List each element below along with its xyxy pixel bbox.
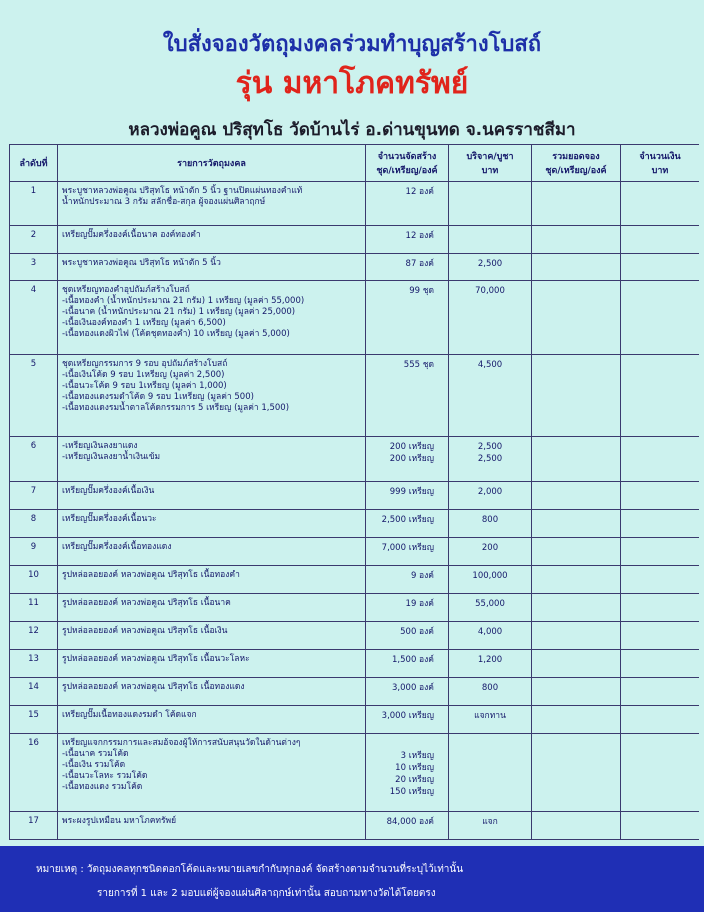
item-description — [58, 594, 366, 622]
amount-cell — [621, 281, 700, 355]
item-quantity-line: 84,000 องค์ — [386, 817, 434, 827]
item-donation-line: 2,000 — [477, 487, 503, 497]
item-donation-line: 1,200 — [477, 655, 503, 665]
amount-cell — [621, 812, 700, 840]
row-number — [10, 254, 58, 281]
row-number-line: 4 — [30, 285, 37, 295]
item-donation-line: 2,500 — [477, 442, 503, 452]
item-description-line: เหรียญแจกกรรมการและสมอ้จองผู้ให้การสนับสนุนวัดในด้านต่างๆ — [62, 738, 301, 748]
item-quantity — [366, 650, 449, 678]
item-donation — [449, 254, 532, 281]
edition-title: รุ่น มหาโภคทรัพย์ — [235, 66, 469, 101]
total-reserved-cell — [532, 281, 621, 355]
table-row — [10, 510, 700, 538]
item-description-line: -เนื้อนาค (น้ำหนักประมาณ 21 กรัม) 1 เหรียญ (มูลค่า 25,000) — [62, 307, 296, 317]
item-description-line: -เนื้อนาค รวมโค้ด — [62, 749, 129, 759]
header-label: บริจาค/บูชา — [466, 152, 514, 162]
row-number — [10, 678, 58, 706]
header-label: รายการวัตถุมงคล — [177, 159, 246, 169]
item-quantity-line: 12 องค์ — [405, 187, 434, 197]
row-number — [10, 594, 58, 622]
item-description-line: น้ำหนักประมาณ 3 กรัม สลักชื่อ-สกุล ผู้จองแผ่นศิลาฤกษ์ — [62, 197, 266, 207]
item-donation — [449, 226, 532, 254]
item-description — [58, 355, 366, 437]
row-number — [10, 538, 58, 566]
item-donation — [449, 355, 532, 437]
item-quantity-line: 150 เหรียญ — [389, 787, 434, 797]
total-reserved-cell — [532, 622, 621, 650]
total-reserved-cell — [532, 355, 621, 437]
table-row — [10, 182, 700, 226]
row-number-line: 1 — [30, 186, 37, 196]
table-row — [10, 622, 700, 650]
order-table-container — [9, 144, 699, 844]
table-row — [10, 226, 700, 254]
item-quantity-line: 99 ชุด — [409, 286, 434, 296]
header-donation — [449, 145, 532, 182]
item-description — [58, 437, 366, 482]
item-description-line: -เนื้อนวะโลหะ รวมโค้ด — [62, 771, 148, 781]
item-description — [58, 538, 366, 566]
item-description-line: -เนื้อทองคำ (น้ำหนักประมาณ 21 กรัม) 1 เหรียญ (มูลค่า 55,000) — [62, 296, 305, 306]
item-donation-line: 2,500 — [477, 454, 503, 464]
table-row — [10, 281, 700, 355]
total-reserved-cell — [532, 437, 621, 482]
amount-cell — [621, 226, 700, 254]
item-quantity-line: 20 เหรียญ — [395, 775, 434, 785]
item-donation — [449, 734, 532, 812]
row-number — [10, 482, 58, 510]
item-donation-line: 4,500 — [477, 360, 503, 370]
row-number-line: 16 — [28, 738, 39, 748]
item-description-line: -เนื้อเงิน รวมโค้ด — [62, 760, 126, 770]
item-donation — [449, 812, 532, 840]
item-description-line: เหรียญปั๊มครึ่งองค์เนื้อนาค องค์ทองคำ — [62, 230, 201, 240]
row-number-line: 10 — [28, 570, 39, 580]
table-row — [10, 254, 700, 281]
page-subtitle: หลวงพ่อคูณ ปริสุทโธ วัดบ้านไร่ อ.ด่านขุนทด จ.นครราชสีมา — [128, 120, 576, 140]
item-quantity — [366, 437, 449, 482]
row-number-line: 7 — [30, 486, 37, 496]
item-donation-line: 200 — [481, 543, 499, 553]
item-description — [58, 510, 366, 538]
item-quantity-line: 87 องค์ — [405, 259, 434, 269]
row-number — [10, 812, 58, 840]
item-donation-line: 2,500 — [477, 259, 503, 269]
item-description — [58, 650, 366, 678]
item-description-line: ชุดเหรียญทองคำอุปถัมภ์สร้างโบสถ์ — [62, 285, 190, 295]
item-donation-line: แจก — [482, 817, 498, 827]
header-label: บาท — [481, 166, 499, 176]
item-description-line: -เนื้อทองแดงรมดำโค้ด 9 รอบ 1เหรียญ (มูลค่า 500) — [62, 392, 254, 402]
amount-cell — [621, 510, 700, 538]
row-number-line: 17 — [28, 816, 39, 826]
item-quantity — [366, 706, 449, 734]
table-row — [10, 678, 700, 706]
item-quantity-line: 2,500 เหรียญ — [381, 515, 434, 525]
item-donation — [449, 538, 532, 566]
row-number — [10, 182, 58, 226]
item-description-line: พระบูชาหลวงพ่อคูณ ปริสุทโธ หน้าตัก 5 นิ้ว — [62, 258, 221, 268]
item-description-line: -เนื้อนวะโค้ด 9 รอบ 1เหรียญ (มูลค่า 1,000) — [62, 381, 227, 391]
row-number-line: 14 — [28, 682, 39, 692]
row-number — [10, 566, 58, 594]
amount-cell — [621, 566, 700, 594]
page-title: ใบสั่งจองวัตถุมงคลร่วมทำบุญสร้างโบสถ์ — [162, 32, 542, 57]
header-label: ชุด/เหรียญ/องค์ — [376, 166, 438, 176]
item-description — [58, 182, 366, 226]
amount-cell — [621, 678, 700, 706]
table-row — [10, 566, 700, 594]
item-donation-line: 800 — [481, 515, 499, 525]
total-reserved-cell — [532, 538, 621, 566]
item-description-line: -เนื้อทองแดงรมน้ำตาลโค้ดกรรมการ 5 เหรียญ (มูลค่า 1,500) — [62, 403, 290, 413]
item-description-line: -เนื้อทองแดง รวมโค้ด — [62, 782, 143, 792]
item-donation — [449, 594, 532, 622]
item-quantity — [366, 482, 449, 510]
amount-cell — [621, 650, 700, 678]
row-number-line: 12 — [28, 626, 39, 636]
item-description-line: รูปหล่อลอยองค์ หลวงพ่อคูณ ปริสุทโธ เนื้อนวะโลหะ — [62, 654, 250, 664]
item-quantity — [366, 254, 449, 281]
item-description-line: เหรียญปั๊มเนื้อทองแดงรมดำ โค้ดแจก — [62, 710, 197, 720]
table-header-row — [10, 145, 700, 182]
item-donation-line: 55,000 — [475, 599, 505, 609]
total-reserved-cell — [532, 482, 621, 510]
amount-cell — [621, 706, 700, 734]
item-quantity-line: 3 เหรียญ — [400, 751, 434, 761]
item-donation — [449, 650, 532, 678]
row-number-line: 8 — [30, 514, 37, 524]
item-description-line: -เหรียญเงินลงยาแดง — [62, 441, 138, 451]
amount-cell — [621, 622, 700, 650]
total-reserved-cell — [532, 566, 621, 594]
header-no — [10, 145, 58, 182]
row-number — [10, 622, 58, 650]
item-quantity-line: 3,000 องค์ — [392, 683, 434, 693]
footer-note-line-1: หมายเหตุ : วัตถุมงคลทุกชนิดตอกโค้ดและหมายเลขกำกับทุกองค์ จัดสร้างตามจำนวนที่ระบุไว้เท่านั้น — [36, 864, 464, 875]
table-row — [10, 482, 700, 510]
table-row — [10, 594, 700, 622]
item-description-line: ชุดเหรียญกรรมการ 9 รอบ อุปถัมภ์สร้างโบสถ์ — [62, 359, 228, 369]
item-description — [58, 254, 366, 281]
item-description — [58, 566, 366, 594]
item-description — [58, 281, 366, 355]
item-donation — [449, 281, 532, 355]
item-quantity-line: 19 องค์ — [405, 599, 434, 609]
table-row — [10, 437, 700, 482]
table-row — [10, 706, 700, 734]
total-reserved-cell — [532, 182, 621, 226]
item-description-line: เหรียญปั๊มครึ่งองค์เนื้อเงิน — [62, 486, 155, 496]
total-reserved-cell — [532, 510, 621, 538]
item-description-line: รูปหล่อลอยองค์ หลวงพ่อคูณ ปริสุทโธ เนื้อนาค — [62, 598, 231, 608]
item-quantity-line: 10 เหรียญ — [395, 763, 434, 773]
header-label: รวมยอดจอง — [552, 152, 600, 162]
item-quantity-line: 9 องค์ — [410, 571, 434, 581]
amount-cell — [621, 182, 700, 226]
item-description-line: รูปหล่อลอยองค์ หลวงพ่อคูณ ปริสุทโธ เนื้อทองแดง — [62, 682, 245, 692]
row-number — [10, 706, 58, 734]
item-description-line: -เหรียญเงินลงยาน้ำเงินเข้ม — [62, 452, 161, 462]
item-quantity — [366, 812, 449, 840]
item-donation — [449, 182, 532, 226]
row-number-line: 11 — [28, 598, 39, 608]
amount-cell — [621, 254, 700, 281]
amount-cell — [621, 355, 700, 437]
total-reserved-cell — [532, 254, 621, 281]
total-reserved-cell — [532, 678, 621, 706]
item-description-line: รูปหล่อลอยองค์ หลวงพ่อคูณ ปริสุทโธ เนื้อทองคำ — [62, 570, 240, 580]
order-table — [9, 144, 699, 840]
item-quantity-line: 12 องค์ — [405, 231, 434, 241]
item-description — [58, 226, 366, 254]
row-number — [10, 226, 58, 254]
header-label: จำนวนเงิน — [639, 152, 681, 162]
item-description-line: พระผงรูปเหมือน มหาโภคทรัพย์ — [62, 816, 177, 826]
header-amount — [621, 145, 700, 182]
item-donation — [449, 678, 532, 706]
amount-cell — [621, 437, 700, 482]
row-number-line: 15 — [28, 710, 39, 720]
row-number-line: 5 — [30, 359, 37, 369]
item-quantity-line: 200 เหรียญ — [389, 442, 434, 452]
table-row — [10, 650, 700, 678]
item-description-line: เหรียญปั๊มครึ่งองค์เนื้อนวะ — [62, 514, 157, 524]
amount-cell — [621, 482, 700, 510]
item-description — [58, 482, 366, 510]
row-number — [10, 437, 58, 482]
header-item — [58, 145, 366, 182]
total-reserved-cell — [532, 734, 621, 812]
row-number-line: 3 — [30, 258, 37, 268]
item-donation-line: 70,000 — [475, 286, 505, 296]
item-description — [58, 706, 366, 734]
item-description — [58, 734, 366, 812]
item-quantity — [366, 182, 449, 226]
header-label: ชุด/เหรียญ/องค์ — [545, 166, 607, 176]
item-quantity-line: 500 องค์ — [400, 627, 434, 637]
item-quantity — [366, 355, 449, 437]
table-row — [10, 538, 700, 566]
row-number-line: 9 — [30, 542, 37, 552]
item-quantity-line — [370, 738, 434, 750]
item-donation-line: 100,000 — [472, 571, 508, 581]
item-description-line: รูปหล่อลอยองค์ หลวงพ่อคูณ ปริสุทโธ เนื้อเงิน — [62, 626, 228, 636]
item-donation — [449, 482, 532, 510]
item-quantity — [366, 566, 449, 594]
item-description-line: พระบูชาหลวงพ่อคูณ ปริสุทโธ หน้าตัก 5 นิ้ว ฐานปิดแผ่นทองคำแท้ — [62, 186, 303, 196]
item-donation — [449, 622, 532, 650]
item-quantity — [366, 281, 449, 355]
amount-cell — [621, 594, 700, 622]
item-donation-line: แจกทาน — [474, 711, 506, 721]
item-description — [58, 678, 366, 706]
item-description-line: -เนื้อทองแดงผิวไฟ (โค้ดชุดทองคำ) 10 เหรียญ (มูลค่า 5,000) — [62, 329, 290, 339]
row-number — [10, 510, 58, 538]
item-description — [58, 622, 366, 650]
item-quantity — [366, 734, 449, 812]
total-reserved-cell — [532, 706, 621, 734]
item-quantity — [366, 594, 449, 622]
item-donation — [449, 706, 532, 734]
header-label: บาท — [651, 166, 669, 176]
amount-cell — [621, 734, 700, 812]
item-quantity-line: 200 เหรียญ — [389, 454, 434, 464]
amount-cell — [621, 538, 700, 566]
item-description-line: -เนื้อเงินองค์ทองคำ 1 เหรียญ (มูลค่า 6,500) — [62, 318, 226, 328]
item-donation — [449, 510, 532, 538]
item-quantity — [366, 678, 449, 706]
row-number — [10, 355, 58, 437]
item-quantity-line: 3,000 เหรียญ — [381, 711, 434, 721]
item-donation — [449, 437, 532, 482]
header-label: ลำดับที่ — [19, 159, 48, 169]
item-description — [58, 812, 366, 840]
table-row — [10, 734, 700, 812]
row-number — [10, 734, 58, 812]
item-quantity — [366, 538, 449, 566]
row-number-line: 2 — [30, 230, 37, 240]
item-quantity-line: 555 ชุด — [403, 360, 434, 370]
header-total-reserved — [532, 145, 621, 182]
total-reserved-cell — [532, 594, 621, 622]
header-label: จำนวนจัดสร้าง — [377, 152, 437, 162]
item-quantity — [366, 510, 449, 538]
item-quantity-line: 999 เหรียญ — [389, 487, 434, 497]
item-donation-line: 4,000 — [477, 627, 503, 637]
total-reserved-cell — [532, 226, 621, 254]
item-quantity — [366, 622, 449, 650]
footer-note-line-2: รายการที่ 1 และ 2 มอบแด่ผู้จองแผ่นศิลาฤกษ์เท่านั้น สอบถามทางวัดได้โดยตรง — [97, 888, 436, 899]
item-quantity-line: 1,500 องค์ — [392, 655, 434, 665]
table-row — [10, 355, 700, 437]
item-description-line: เหรียญปั๊มครึ่งองค์เนื้อทองแดง — [62, 542, 172, 552]
item-quantity — [366, 226, 449, 254]
item-description-line: -เนื้อเงินโค้ด 9 รอบ 1เหรียญ (มูลค่า 2,500) — [62, 370, 225, 380]
row-number-line: 13 — [28, 654, 39, 664]
item-quantity-line: 7,000 เหรียญ — [381, 543, 434, 553]
header-quantity — [366, 145, 449, 182]
row-number — [10, 281, 58, 355]
item-donation-line: 800 — [481, 683, 499, 693]
footer-note — [0, 846, 704, 912]
total-reserved-cell — [532, 812, 621, 840]
total-reserved-cell — [532, 650, 621, 678]
row-number-line: 6 — [30, 441, 37, 451]
row-number — [10, 650, 58, 678]
table-row — [10, 812, 700, 840]
table-body — [10, 182, 700, 840]
item-donation — [449, 566, 532, 594]
